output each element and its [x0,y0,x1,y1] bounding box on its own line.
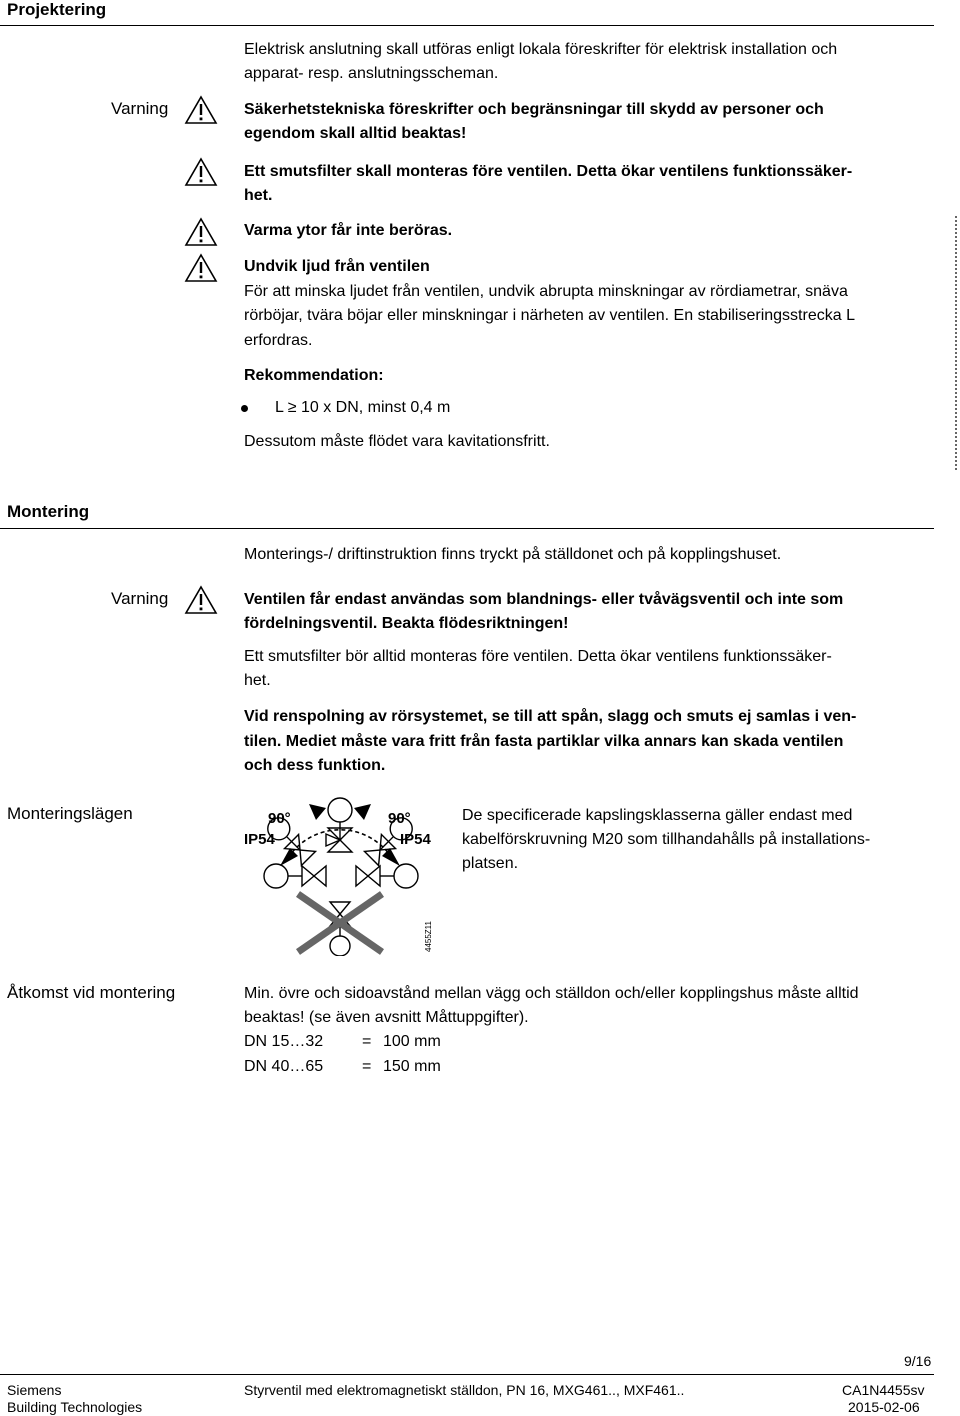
equals-sign: = [362,1058,372,1075]
mounting-positions-text: platsen. [462,855,519,872]
intro-line: apparat- resp. anslutningsscheman. [244,65,499,82]
arrow-right-icon [382,848,400,866]
warning-triangle-icon [184,217,218,247]
body-text: För att minska ljudet från ventilen, undvik abrupta minskningar av rördiametrar, snäva [244,283,848,300]
section-title-montering: Montering [7,502,90,521]
warning-text: Vid renspolning av rörsystemet, se till att spån, slagg och smuts ej samlas i ven- [244,708,857,725]
warning-text: Ett smutsfilter skall monteras före ventilen. Detta ökar ventilens funktionssäker- [244,163,853,180]
access-text: beaktas! (se även avsnitt Måttuppgifter). [244,1009,529,1026]
body-text: het. [244,672,271,689]
mounting-positions-text: kabelförskruvning M20 som tillhandahålls på installations- [462,831,871,848]
dn-range: DN 40…65 [244,1058,324,1075]
warning-title: Undvik ljud från ventilen [244,258,430,275]
footer-division: Building Technologies [7,1399,143,1415]
recommendation-item: L ≥ 10 x DN, minst 0,4 m [275,399,451,416]
page-number: 9/16 [904,1353,932,1369]
mounting-positions-text: De specificerade kapslingsklasserna gäller endast med [462,807,853,824]
section-rule [0,528,934,529]
margin-dotted-line [955,216,957,470]
warning-text: Säkerhetstekniska föreskrifter och begränsningar till skydd av personer och [244,101,824,118]
arrow-left-icon [280,848,298,866]
access-table-row [244,1030,441,1054]
body-text: Monterings-/ driftinstruktion finns tryckt på ställdonet och på kopplingshuset. [244,546,782,563]
warning-triangle-icon [184,157,218,187]
warning-triangle-icon [184,253,218,283]
actuator-circle [328,798,352,822]
equals-sign: = [362,1033,372,1050]
body-text: Dessutom måste flödet vara kavitationsfritt. [244,433,550,450]
section-rule [0,25,934,26]
arrow-top-left-icon [309,804,326,820]
arrow-top-right-icon [354,804,371,820]
warning-text: Ventilen får endast användas som blandnings- eller tvåvägsventil och inte som [244,591,844,608]
warning-triangle-icon [184,585,218,615]
footer-date: 2015-02-06 [848,1399,920,1415]
access-label: Åtkomst vid montering [7,983,176,1002]
warning-label: Varning [111,99,169,118]
warning-triangle-icon [184,95,218,125]
distance-value: 150 mm [383,1058,441,1075]
access-table-row [244,1055,441,1079]
footer-company: Siemens [7,1382,62,1398]
distance-value: 100 mm [383,1033,441,1050]
body-text: Ett smutsfilter bör alltid monteras före ventilen. Detta ökar ventilens funktionssäker- [244,648,832,665]
warning-text: het. [244,187,273,204]
bullet-icon [241,405,248,412]
right-angle-label: 90° [388,810,411,827]
footer-product: Styrventil med elektromagnetiskt ställdon, PN 16, MXG461.., MXF461.. [244,1382,685,1398]
recommendation-title: Rekommendation: [244,367,384,384]
left-ip-label: IP54 [244,831,275,848]
right-ip-label: IP54 [400,831,431,848]
body-text: rörböjar, tvära böjar eller minskningar i närheten av ventilen. En stabiliseringsstrecka L [244,307,855,324]
footer-doc-id: CA1N4455sv [842,1382,925,1398]
diagram-code: 4455Z11 [424,921,433,952]
dn-range: DN 15…32 [244,1033,324,1050]
mounting-positions-diagram [236,794,442,956]
warning-text: Varma ytor får inte beröras. [244,222,453,239]
mounting-positions-label: Monteringslägen [7,804,133,823]
section-title-projektering: Projektering [7,0,107,19]
warning-text: och dess funktion. [244,757,386,774]
warning-text: tilen. Mediet måste vara fritt från fasta partiklar vilka annars kan skada ventilen [244,733,844,750]
footer-rule [0,1374,934,1375]
warning-text: fördelningsventil. Beakta flödesriktningen! [244,615,569,632]
access-text: Min. övre och sidoavstånd mellan vägg och ställdon och/eller kopplingshus måste alltid [244,985,859,1002]
warning-text: egendom skall alltid beaktas! [244,125,467,142]
warning-label: Varning [111,589,169,608]
body-text: erfordras. [244,332,313,349]
intro-line: Elektrisk anslutning skall utföras enligt lokala föreskrifter för elektrisk installation och [244,41,838,58]
left-angle-label: 90° [268,810,291,827]
